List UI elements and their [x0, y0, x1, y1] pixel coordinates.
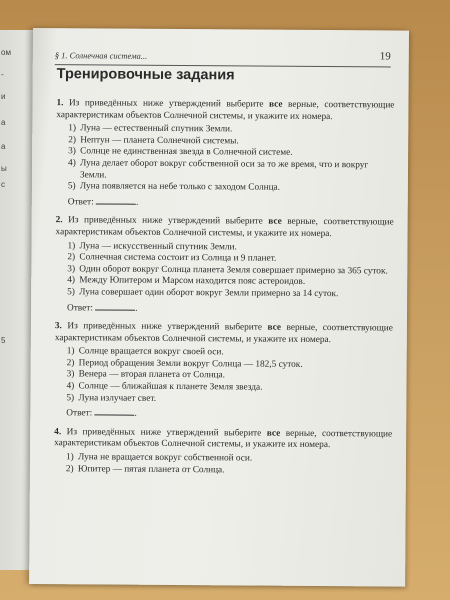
- task-prompt: [55, 321, 393, 347]
- task-4: [54, 427, 392, 478]
- options-list: [67, 241, 393, 301]
- answer-line: Ответ: .: [67, 302, 138, 314]
- option-text: Луна совершает один оборот вокруг Земли примерно за 14 суток.: [79, 287, 339, 300]
- prompt-emphasis: все: [266, 428, 281, 439]
- prompt-text: Из приведённых ниже утверждений выберите: [66, 427, 267, 439]
- option-number: 1): [68, 123, 77, 134]
- option-text: Луна появляется на небе только с заходом Солнца.: [79, 181, 281, 193]
- option-number: 1): [65, 452, 74, 463]
- task-number: 1.: [56, 98, 64, 109]
- option-number: 5): [67, 181, 76, 192]
- option-number: 4): [67, 275, 76, 286]
- task-3: [54, 321, 393, 422]
- option-number: 4): [68, 158, 76, 169]
- option-number: 5): [66, 392, 75, 403]
- option-item: [66, 393, 392, 407]
- option-number: 3): [66, 369, 75, 380]
- option-number: 3): [67, 263, 76, 275]
- answer-label: Ответ:: [67, 302, 93, 313]
- option-text: Один оборот вокруг Солнца планета Земля совершает примерно за 365 суток.: [79, 264, 388, 277]
- option-text: Луна делает оборот вокруг собственной оси за то же время, что и вокруг Земли.: [79, 158, 369, 181]
- option-text: Солнце — ближайшая к планете Земля звезда.: [78, 381, 263, 393]
- option-number: 2): [67, 252, 76, 263]
- prompt-emphasis: все: [267, 322, 282, 333]
- task-number: 2.: [55, 215, 63, 226]
- running-title: § 1. Солнечная система...: [54, 50, 148, 61]
- option-item: [68, 158, 394, 183]
- option-number: 4): [66, 381, 75, 392]
- prompt-text: Из приведённых ниже утверждений выберите: [67, 321, 268, 333]
- prompt-text: Из приведённых ниже утверждений выберите: [68, 215, 269, 227]
- option-item: [66, 464, 392, 478]
- task-prompt: [56, 98, 394, 124]
- option-number: 3): [68, 146, 76, 157]
- answer-blank: [96, 195, 136, 204]
- option-text: Венера — вторая планета от Солнца.: [78, 369, 226, 381]
- tasks-list: [54, 98, 395, 485]
- left-page-fragment: ы: [1, 164, 7, 173]
- option-item: [67, 287, 393, 301]
- left-page-fragment: 5: [1, 336, 6, 345]
- answer-blank: [95, 407, 135, 416]
- option-text: Луна — естественный спутник Земли.: [80, 123, 233, 135]
- task-prompt: [54, 427, 392, 453]
- left-page-fragment: а: [1, 142, 6, 151]
- option-item: [68, 181, 394, 195]
- option-text: Юпитер — пятая планета от Солнца.: [77, 463, 225, 475]
- prompt-text: верные, соответствующие характеристикам объектов Солнечной системы, и укажите их номера.: [56, 99, 395, 122]
- answer-line: Ответ: .: [67, 196, 139, 208]
- options-list: [66, 452, 392, 477]
- prompt-text: верные, соответствующие характеристикам объектов Солнечной системы, и укажите их номера.: [55, 217, 394, 240]
- left-page-fragment: а: [1, 118, 6, 127]
- answer-blank: [95, 301, 135, 310]
- option-text: Луна — искусственный спутник Земли.: [79, 240, 237, 252]
- section-title: Тренировочные задания: [56, 66, 235, 84]
- option-text: Луна излучает свет.: [78, 392, 157, 404]
- answer-label: Ответ:: [67, 196, 94, 208]
- task-1: [56, 98, 395, 211]
- options-list: [66, 347, 392, 407]
- left-page-fragment: -: [1, 70, 4, 79]
- option-text: Солнце вращается вокруг своей оси.: [78, 346, 224, 358]
- prompt-emphasis: все: [269, 99, 283, 110]
- option-text: Солнечная система состоит из Солнца и 9 планет.: [79, 252, 277, 264]
- answer-label: Ответ:: [66, 408, 93, 419]
- option-number: 5): [67, 287, 75, 298]
- option-text: Луна не вращается вокруг собственной оси.: [77, 452, 253, 464]
- option-number: 2): [66, 358, 75, 369]
- left-page-fragment: ом: [1, 48, 11, 57]
- option-text: Нептун — планета Солнечной системы.: [80, 135, 239, 147]
- page-number: 19: [379, 50, 391, 63]
- option-number: 2): [68, 135, 77, 146]
- task-number: 3.: [54, 321, 62, 332]
- option-number: 2): [65, 463, 74, 474]
- option-number: 1): [66, 346, 75, 357]
- prompt-emphasis: все: [268, 216, 282, 228]
- prompt-text: верные, соответствующие характеристикам объектов Солнечной системы, и укажите их номера.: [54, 428, 393, 451]
- options-list: [68, 123, 394, 195]
- prompt-text: Из приведённых ниже утверждений выберите: [68, 98, 270, 110]
- answer-line: Ответ: .: [66, 408, 137, 419]
- task-prompt: [56, 216, 394, 242]
- option-text: Между Юпитером и Марсом находится пояс астероидов.: [79, 275, 306, 288]
- book-page: [29, 28, 409, 587]
- task-number: 4.: [54, 427, 62, 438]
- option-text: Солнце не единственная звезда в Солнечной системе.: [80, 146, 293, 159]
- option-number: 1): [67, 240, 76, 251]
- option-text: Период обращения Земли вокруг Солнца — 182,5 суток.: [78, 358, 303, 370]
- task-2: [55, 216, 394, 317]
- running-header: [55, 50, 391, 67]
- left-page-fragment: и: [1, 92, 6, 101]
- prompt-text: верные, соответствующие характеристикам объектов Солнечной системы, и укажите их номера.: [54, 322, 393, 345]
- left-page-fragment: с: [1, 180, 5, 189]
